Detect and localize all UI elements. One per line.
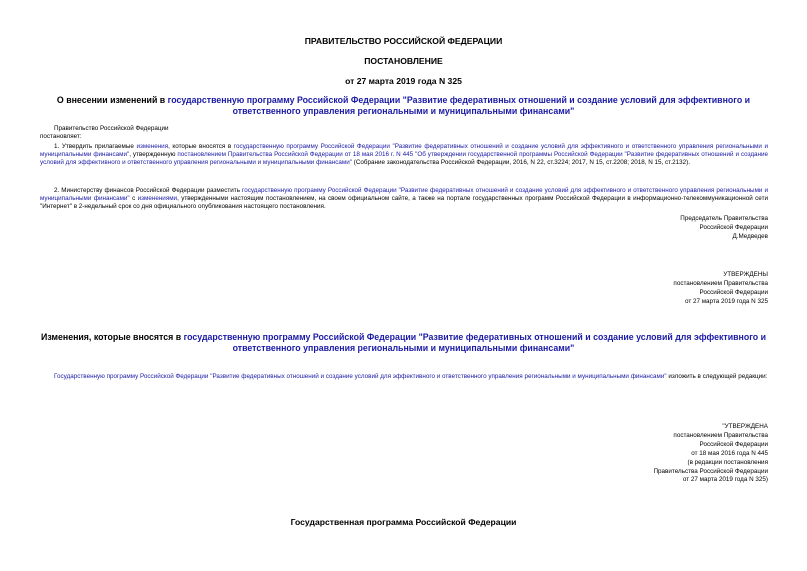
approved1-line2: постановлением Правительства [673,279,768,287]
approved1-line3: Российской Федерации [699,288,768,296]
changes-body-program-link[interactable]: Государственную программу Российской Федерации "Развитие федеративных отношений и создание условий для эффективного и ответственного управления региональными и муниципальными финансами" [54,373,667,380]
item2-text-2: с [129,195,138,203]
changes-body-text: изложить в следующей редакции: [666,373,768,380]
item1-program-link[interactable]: государственную программу Российской Федерации "Развитие федеративных отношений и создание условий для эффективного и ответственного управления региональными и муниципальными финансами" [40,143,768,159]
item1-resolution-link[interactable]: постановлением Правительства Российской Федерации от 18 мая 2016 г. N 445 "Об утверждении государственной программы Российской Федерации "Развитие федеративных отношений и создание условий для эффективного и ответственного управления региональными и муниципальными финансами" [40,151,768,167]
approved2-line5: (в редакции постановления [687,458,768,466]
title-prefix: О внесении изменений в [56,95,168,105]
resolution-title [50,95,757,116]
date-number: от 27 марта 2019 года N 325 [345,76,462,86]
program-heading: Государственная программа Российской Федерации [290,517,517,527]
approved2-line3: Российской Федерации [699,440,768,448]
item1-text-3: , утвержденную [129,151,178,159]
item1-text-4: (Собрание законодательства Российской Федерации, 2016, N 22, ст.3224; 2017, N 15, ст.2208; 2018, N 15, ст.2132). [351,159,690,167]
changes-title-prefix: Изменения, которые вносятся в [41,332,184,342]
approved1-line4: от 27 марта 2019 года N 325 [684,297,768,305]
preamble-line1: Правительство Российской Федерации [54,125,169,132]
approved2-line7: от 27 марта 2019 года N 325) [682,476,768,484]
signature-line2: Российской Федерации [699,223,768,231]
approved2-line2: постановлением Правительства [673,431,768,439]
approved2-line6: Правительства Российской Федерации [653,467,768,475]
item2-text-1: 2. Министерству финансов Российской Федерации разместить [54,187,243,194]
doc-type-heading: ПОСТАНОВЛЕНИЕ [364,56,443,66]
changes-title-program-link[interactable]: государственную программу Российской Федерации "Развитие федеративных отношений и создание условий для эффективного и ответственного управления региональными и муниципальными финансами" [183,332,766,353]
preamble-line2: постановляет: [40,133,82,141]
item1-text-2: , которые вносятся в [168,143,234,150]
changes-title [30,332,777,353]
title-program-link[interactable]: государственную программу Российской Федерации "Развитие федеративных отношений и создание условий для эффективного и ответственного управления региональными и муниципальными финансами" [167,95,751,116]
approved2-line4: от 18 мая 2016 года N 445 [691,449,768,457]
item1-changes-link[interactable]: изменения [136,143,169,150]
item-2-paragraph [40,187,768,211]
signature-line3: Д.Медведев [732,232,768,240]
signature-line1: Председатель Правительства [680,215,768,222]
approved-block-2 [654,423,768,485]
approved-block-1 [673,271,768,307]
item2-changes-link[interactable]: изменениями [137,195,178,203]
changes-body [40,373,768,381]
approved1-line1: УТВЕРЖДЕНЫ [723,271,768,278]
item-1-paragraph [40,143,768,167]
preamble [40,125,768,141]
item2-program-link[interactable]: государственную программу Российской Федерации "Развитие федеративных отношений и создание условий для эффективного и ответственного управления региональными и муниципальными финансами" [40,187,769,203]
item2-text-3: , утвержденными настоящим постановлением, на своем официальном сайте, а также на портале государственных программ Российской Федерации в информационно-телекоммуникационной сети "Интернет" в 2-недельный срок со дня официального опубликования настоящего постановления. [40,195,768,211]
approved2-line1: "УТВЕРЖДЕНА [722,423,768,430]
signature-block [680,215,768,242]
government-heading: ПРАВИТЕЛЬСТВО РОССИЙСКОЙ ФЕДЕРАЦИИ [304,36,503,46]
item1-text-1: 1. Утвердить прилагаемые [54,143,137,150]
